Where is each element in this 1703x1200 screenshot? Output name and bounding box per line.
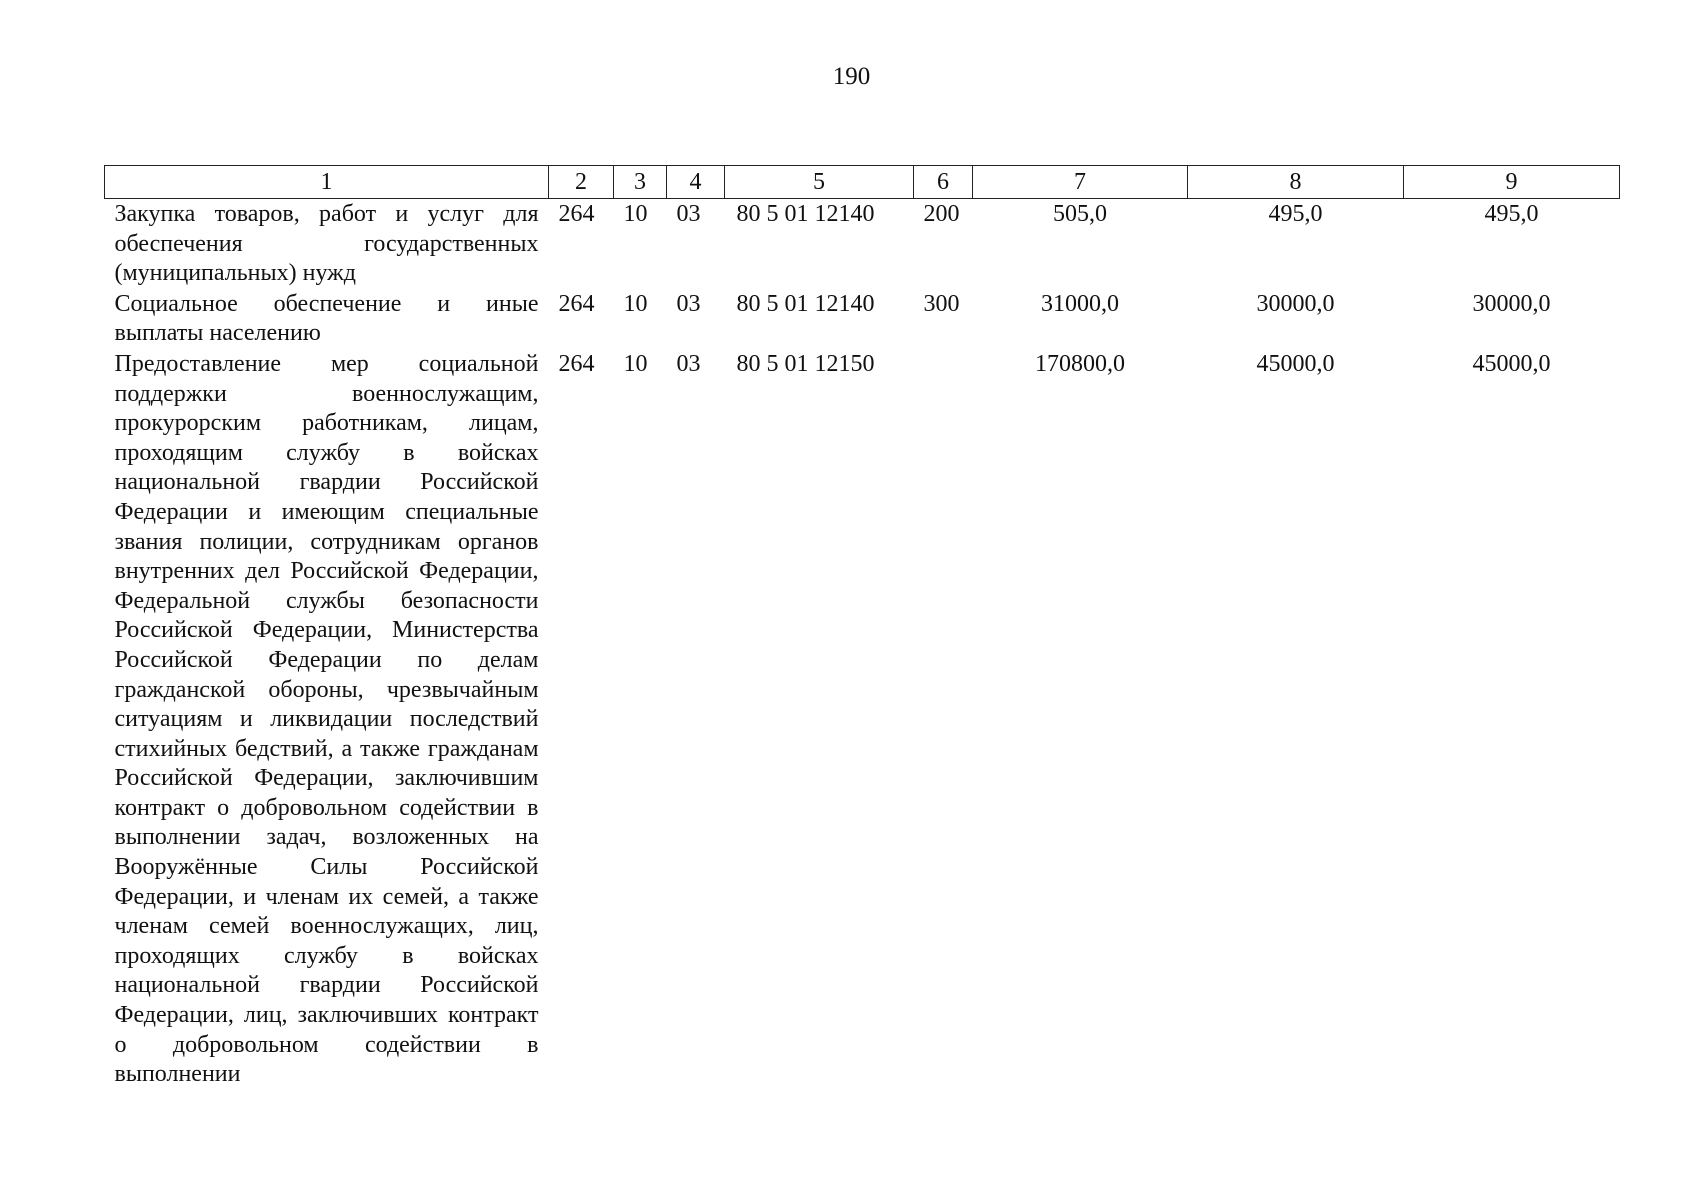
column-header-3: 3: [614, 166, 667, 199]
row-target-article: 80 5 01 12140: [736, 290, 875, 317]
row-sum-year-2: 30000,0: [1256, 290, 1335, 317]
table-row: [105, 199, 1620, 289]
table-row: [105, 349, 1620, 1090]
row-sum-year-2: 495,0: [1268, 201, 1323, 227]
row-sum-year-1: 170800,0: [1035, 350, 1125, 377]
row-subsection: 03: [676, 201, 701, 227]
row-ved: 264: [558, 201, 595, 227]
row-subsection: 03: [676, 350, 701, 377]
row-sum-year-1: 31000,0: [1041, 290, 1119, 317]
column-header-5: 5: [725, 166, 914, 199]
column-header-1: 1: [105, 166, 549, 199]
column-header-9: 9: [1404, 166, 1620, 199]
row-section: 10: [623, 290, 648, 317]
row-section: 10: [623, 350, 648, 377]
row-expense-type: [914, 349, 973, 1090]
column-header-7: 7: [973, 166, 1188, 199]
row-target-article: 80 5 01 12140: [736, 201, 875, 227]
column-header-2: 2: [549, 166, 614, 199]
budget-table: [104, 165, 1620, 1090]
page-number: 190: [832, 63, 871, 90]
column-header-8: 8: [1188, 166, 1404, 199]
row-sum-year-3: 30000,0: [1472, 290, 1551, 317]
row-name: Социальное обеспечение и иные выплаты населению: [114, 290, 539, 347]
table-header-row: [105, 166, 1620, 199]
row-target-article: 80 5 01 12150: [736, 350, 875, 377]
row-sum-year-2: 45000,0: [1256, 350, 1335, 377]
row-sum-year-3: 45000,0: [1472, 350, 1551, 377]
row-ved: 264: [558, 290, 595, 317]
row-subsection: 03: [676, 290, 701, 317]
column-header-6: 6: [914, 166, 973, 199]
table-row: [105, 289, 1620, 349]
row-sum-year-1: 505,0: [1053, 201, 1107, 227]
column-header-4: 4: [667, 166, 725, 199]
row-name: Предоставление мер социальной поддержки военнослужащим, прокурорским работникам, лицам, проходящим службу в войсках национальной гвардии Российской Федерации и имеющим специальные звания полиции, сотрудникам органов внутренних дел Российской Федерации, Федеральной службы безопасности Российской Федерации, Министерства Российской Федерации по делам гражданской обороны, чрезвычайным ситуациям и ликвидации последствий стихийных бедствий, а также гражданам Российской Федерации, заключившим контракт о добровольном содействии в выполнении задач, возложенных на Вооружённые Силы Российской Федерации, и членам их семей, а также членам семей военнослужащих, лиц, проходящих службу в войсках национальной гвардии Российской Федерации, лиц, заключивших контракт о добровольном содействии в выполнении: [114, 350, 539, 1088]
row-ved: 264: [558, 350, 595, 377]
row-sum-year-3: 495,0: [1484, 201, 1539, 227]
row-section: 10: [623, 201, 648, 227]
row-name: Закупка товаров, работ и услуг для обеспечения государственных (муниципальных) нужд: [114, 201, 539, 287]
row-expense-type: 200: [923, 201, 960, 227]
row-expense-type: 300: [923, 290, 960, 317]
